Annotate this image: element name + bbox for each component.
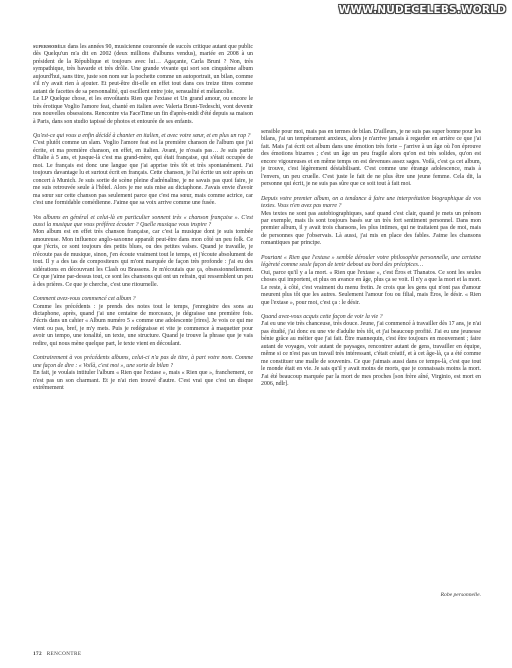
question-7: Quand avez-vous acquis cette façon de voir la vie ?: [261, 313, 383, 320]
answer-2: Mon album est en effet très chanson française, car c'est la musique dont je suis tombée amoureuse. Mon influence anglo-saxonne apparaît peut-être dans mon côté un peu folk. Ce que j'écris, ce sont toujours des petits blues, ou des petites valses. Quand je travaille, je n'écoute pas de musique, sinon, j'en écoute vraiment tout le temps, et j'écoute absolument de tout. Il y a des tas de compositeurs qui m'ont marquée de façon très profonde : j'ai eu des sidérations en découvrant les Clash ou Brassens. Je m'écoutais que ça, obsessionnellement. Ce que j'aime par-dessus tout, ce sont les chansons qui ont un refrain, qui ressemblent un peu à des prières. Ce que je cherche, c'est une ritournelle.: [33, 229, 253, 288]
page-number: 172: [33, 651, 42, 657]
question-1: Qu'est-ce qui vous a enfin décidé à chanter en italien, et avec votre sœur, et en plus un rap ?: [33, 132, 251, 139]
watermark-text: WWW.NUDECELEBS.WORLD: [338, 4, 506, 16]
intro-paragraph-2: Le LP Quelque chose, et les envoûtants Rien que l'extase et Un grand amour, ou encore le très érotique Voglio l'amore feat, chanté en italien avec Valeria Bruni-Tedeschi, vont devenir nos nouvelles obsessions. Rencontre via FaceTime un fin d'après-midi d'été depuis sa maison à Paris, dans son studio tapissé de photos et entourée de ses enfants.: [33, 96, 253, 125]
answer-4: En fait, je voulais intituler l'album « Rien que l'extase », mais « Rien que », franchement, ce n'est pas un son charmant. Et je n'ai rien trouvé d'autre. C'est vrai que c'est un disque extrêmement: [33, 370, 253, 392]
intro-text: dans les années 90, musicienne couronnée de succès critique autant que public dès Quelqu'un m'a dit en 2002 (deux millions d'albums vendus), mariée en 2008 à un président de la République et toujours avec lui… Agaçante, Carla Bruni ? Non, très sympathique, très bavarde et très drôle. Une grande vivante qui sort son cinquième album aujourd'hui, sans titre, juste son nom sur la pochette comme un autoportrait, un bilan, comme s'il n'y avait rien à ajouter. Et peut-être dit-elle en effet tout dans ces treize titres comme autant de facettes de sa personnalité, qui oscillent entre joie, sensualité et mélancolie.: [33, 44, 253, 95]
right-column: [261, 129, 481, 389]
question-2: Vos albums en général et celui-là en particulier sonnent très « chanson française ». C'est aussi la musique que vous préférez écouter ? Quelle musique vous inspire ?: [33, 214, 253, 228]
section-name: RENCONTRE: [46, 651, 82, 657]
answer-5: Mes textes ne sont pas autobiographiques, sauf quand c'est clair, quand je mets un prénom par exemple, mais ils sont toujours basés sur un très fort sentiment personnel. Dans mon premier album, il y avait trois chansons, les plus intimes, qui ne traitaient pas de moi, mais de personnes que j'observais. Là aussi, j'ai mis en place des fables. J'aime les chansons romantiques par principe.: [261, 210, 481, 247]
answer-6: Oui, parce qu'il y a la mort. « Rien que l'extase », c'est Éros et Thanatos. Ce sont les seules choses qui importent, et plus on avance en âge, plus ça se voit. Il n'y a que la mort et la mort. Le reste, à côté, c'est vraiment du menu fretin. Je crois que les gens qui n'ont pas d'amour meurent plus tôt que les autres. Seulement l'amour fou ou filial, mais Éros, le désir. « Rien que l'extase », pour moi, c'est ça : le désir.: [261, 269, 481, 306]
answer-3: Comme les précédents : je prends des notes tout le temps, j'enregistre des sons au dictaphone, après, quand j'ai une centaine de morceaux, je dégraisse une première fois. J'écris dans un cahier « Album numéro 5 » comme une adolescente [rires]. Je vois ce qui me vient ou pas, bref, je m'y mets. Puis je redégraisse et vite je commence à maquetter pour avoir un tempo, une tonalité, un texte, une structure. Quand je trouve la phrase que je vais redire, qui nous mène quelque part, le texte vient en découlant.: [33, 303, 253, 347]
answer-1: C'est plutôt comme un slam. Voglio l'amore feat est la première chanson de l'album que j'ai écrite, et ma première chanson, en effet, en italien. Avant, je n'osais pas… Je suis partie d'Italie à 5 ans, et jusque-là c'est ma grand-mère, qui était française, qui s'était occupée de moi. Le français est donc une langue que j'ai apprise très tôt et très spontanément. J'ai toujours davantage lu et surtout écrit en français. Cette chanson, je l'ai écrite un soir après un concert à Munich. Je suis sortie de scène pleine d'adrénaline, je ne savais pas quoi faire, je me suis retrouvée seule à l'hôtel. Alors je me suis mise au dictaphone. J'avais envie d'avoir ma sœur sur cette chanson pas seulement parce que c'est ma sœur, mais comme actrice, car c'est une formidable comédienne. J'aime que sa voix arrive comme une fusée.: [33, 140, 253, 207]
intro-paragraph: [33, 44, 253, 96]
intro-lead: supermodèle: [33, 44, 67, 50]
page-footer: [33, 651, 81, 657]
question-3: Comment avez-vous commencé cet album ?: [33, 296, 136, 303]
question-6: Pourtant « Rien que l'extase » semble dérouler votre philosophie personnelle, une certaine légèreté comme seule façon de tenir debout au bord des précipices…: [261, 254, 481, 269]
answer-7: J'ai eu une vie très chanceuse, très douce. Jeune, j'ai commencé à travailler dès 17 ans, je n'ai pas étudié, j'ai donc eu une vie d'adulte très tôt, et j'ai beaucoup profité. J'ai eu une jeunesse bénie grâce au métier que j'ai fait. Être mannequin, c'est être toujours en mouvement ; faire autant de voyages, voir autant de paysages, rencontrer autant de gens, travailler en équipe, même si ce n'est pas un travail très intéressant, c'était créatif, et à cet âge-là, ça a été comme me constituer une malle de souvenirs. Ce que j'aimais aussi dans ce temps-là, c'est que tout le monde était en vie. Je sais qu'il y avait moins de morts, que je connaissais moins la mort. J'ai été beaucoup marquée par la mort de mes proches [son frère aîné, Virginio, est mort en 2006, ndlr].: [261, 321, 481, 388]
answer-4-continued: sensible pour moi, mais pas en termes de bilan. D'ailleurs, je ne suis pas super bonne pour les bilans, j'ai un tempérament anxieux, alors je n'arrive jamais à regarder en arrière ce que j'ai fait. Mais j'ai écrit cet album dans une émotion très forte – j'arrive à un âge où l'on éprouve des émotions bizarres ; c'est un âge un peu fragile alors qu'on est très solides, qu'on est encore vigoureuses et en même temps on est devenues assez sages. Voilà, c'est ça cet album, je trouve, c'est légèrement déstabilisant. C'est comme une étrange adolescence, mais à l'envers, un peu cruelle. C'est juste le fait de ne plus être une jeune femme. Cela dit, la personne qui écrit, je ne suis pas sûre que ce soit tout à fait moi.: [261, 129, 481, 188]
question-4: Contrairement à vos précédents albums, celui-ci n'a pas de titre, à part votre nom. Comme une façon de dire : « Voilà, c'est moi », une sorte de bilan ?: [33, 355, 253, 369]
question-5: Depuis votre premier album, on a tendance à faire une interprétation biographique de vos textes. Vous n'en avez pas marre ?: [261, 195, 481, 210]
left-column: [33, 44, 253, 392]
photo-caption: Robe personnelle.: [440, 592, 481, 598]
